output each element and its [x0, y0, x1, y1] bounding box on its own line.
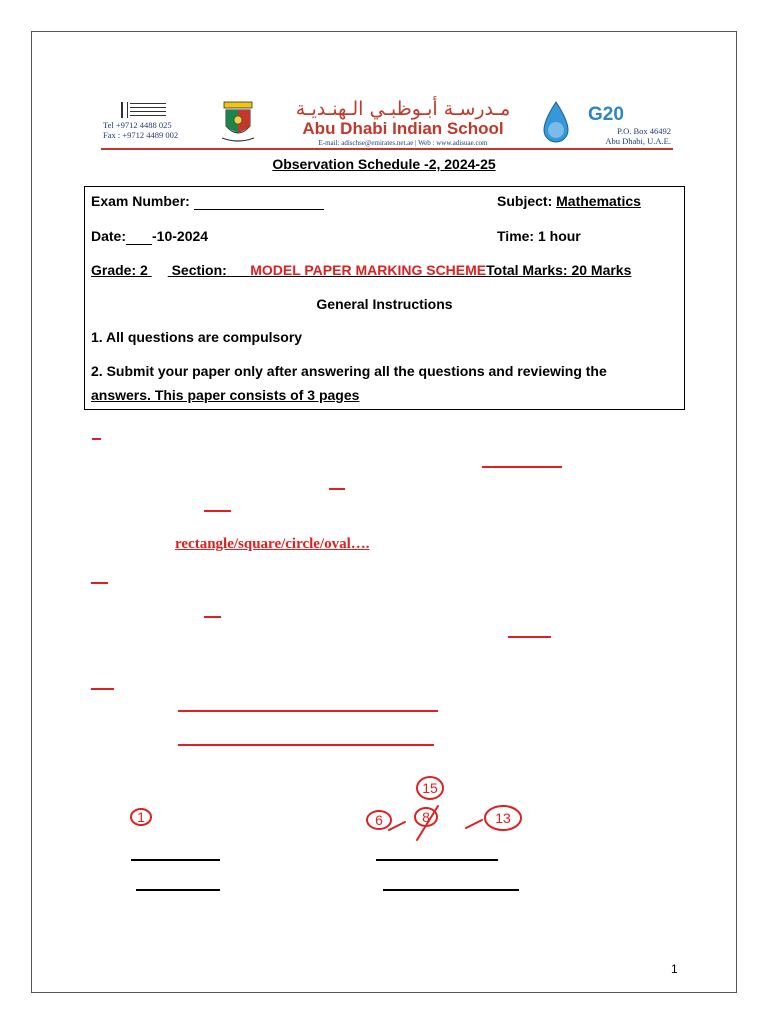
instruction-1: 1. All questions are compulsory — [91, 329, 303, 345]
subject-label: Subject: — [497, 193, 553, 209]
blank-answer-line — [376, 859, 498, 861]
grade-label: Grade: 2 — [91, 262, 148, 278]
instruction-2-line-2: answers. This paper consists of 3 pages — [91, 387, 360, 403]
dash-mark — [389, 822, 405, 830]
circled-1-label: 1 — [137, 809, 145, 825]
circled-13-label: 13 — [495, 810, 511, 826]
fax-line: Fax : +9712 4489 002 — [103, 130, 179, 140]
grade-section-row: Grade: 2 Section: __MODEL PAPER MARKING SCHEMETotal Marks: 20 Marks — [91, 262, 632, 278]
city-line: Abu Dhabi, U.A.E. — [605, 136, 671, 146]
tel-line: Tel +9712 4488 025 — [103, 120, 172, 130]
school-name-english: Abu Dhabi Indian School — [302, 119, 504, 138]
circled-8-label: 8 — [422, 809, 430, 825]
exam-number-label: Exam Number: — [91, 193, 190, 209]
section-label: Section: — [171, 262, 227, 278]
title-text: Observation Schedule -2, 2024-25 — [272, 156, 496, 172]
blank-answer-line — [131, 859, 220, 861]
instructions-heading: General Instructions — [316, 296, 453, 312]
dash-mark — [466, 820, 482, 828]
po-box: P.O. Box 46492 — [617, 126, 671, 136]
date-value: -10-2024 — [152, 228, 209, 244]
instruction-2-line-1: 2. Submit your paper only after answering all the questions and reviewing the — [91, 363, 607, 379]
shapes-answer: rectangle/square/circle/oval…. — [175, 536, 370, 552]
circled-6-label: 6 — [375, 812, 383, 828]
subject-value: Mathematics — [556, 193, 641, 209]
blank-answer-line — [383, 889, 519, 891]
blank-answer-line — [136, 889, 220, 891]
school-email-web: E-mail: adischse@emirates.net.ae | Web : www.adisuae.com — [318, 139, 488, 147]
date-label: Date: — [91, 228, 127, 244]
section-value: MODEL PAPER MARKING SCHEME — [250, 262, 487, 278]
g20-logo: G20 — [588, 104, 624, 125]
page-number: 1 — [671, 962, 678, 976]
circled-15-label: 15 — [422, 780, 438, 796]
total-marks: Total Marks: 20 Marks — [486, 262, 632, 278]
school-name-arabic: مـدرسـة أبـوظبـي الـهنـديـة — [295, 98, 511, 120]
time-row: Time: 1 hour — [497, 228, 581, 244]
